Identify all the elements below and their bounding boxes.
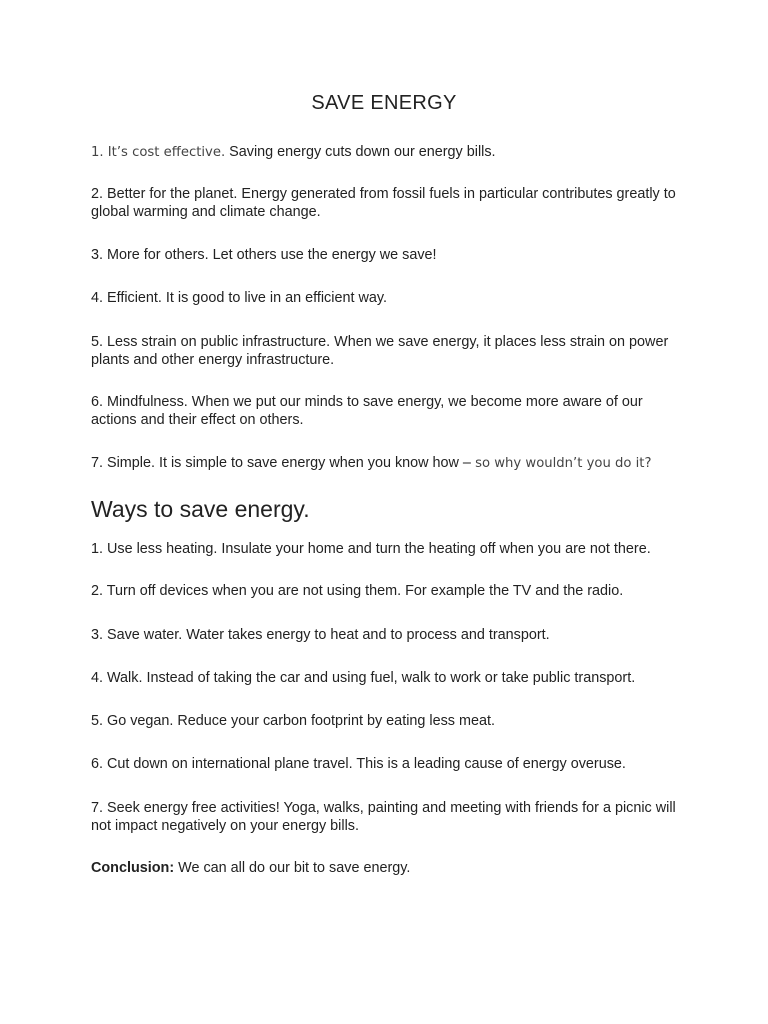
reason-7: [91, 454, 711, 473]
reason-4: 4. Efficient. It is good to live in an efficient way.: [91, 290, 387, 306]
reason-1-rest: Saving energy cuts down our energy bills.: [225, 144, 496, 160]
way-1: 1. Use less heating. Insulate your home and turn the heating off when you are not there.: [91, 541, 651, 557]
reason-5: 5. Less strain on public infrastructure. When we save energy, it places less strain on power plants and other energy infrastructure.: [91, 334, 669, 368]
reason-1-lead: 1. It’s cost effective.: [91, 145, 226, 160]
reason-7-tail: so why wouldn’t you do it?: [470, 456, 652, 471]
conclusion: [91, 859, 691, 877]
way-5: 5. Go vegan. Reduce your carbon footprint by eating less meat.: [91, 713, 495, 729]
conclusion-label: Conclusion:: [91, 860, 175, 876]
way-3: 3. Save water. Water takes energy to heat and to process and transport.: [91, 627, 550, 643]
reason-3: 3. More for others. Let others use the energy we save!: [91, 247, 437, 263]
way-2: 2. Turn off devices when you are not using them. For example the TV and the radio.: [91, 583, 624, 599]
page-title: SAVE ENERGY: [311, 92, 457, 114]
reason-7-main: 7. Simple. It is simple to save energy when you know how –: [91, 455, 471, 471]
reason-1: [91, 143, 691, 162]
ways-heading: Ways to save energy.: [91, 496, 310, 522]
way-4: 4. Walk. Instead of taking the car and using fuel, walk to work or take public transport.: [91, 670, 636, 686]
conclusion-text: We can all do our bit to save energy.: [174, 860, 411, 876]
way-7: 7. Seek energy free activities! Yoga, walks, painting and meeting with friends for a picnic will not impact negatively on your energy bills.: [91, 800, 676, 834]
reason-2: 2. Better for the planet. Energy generated from fossil fuels in particular contributes greatly to global warming and climate change.: [91, 186, 676, 220]
reason-6: 6. Mindfulness. When we put our minds to save energy, we become more aware of our actions and their effect on others.: [91, 394, 643, 428]
way-6: 6. Cut down on international plane travel. This is a leading cause of energy overuse.: [91, 756, 626, 772]
